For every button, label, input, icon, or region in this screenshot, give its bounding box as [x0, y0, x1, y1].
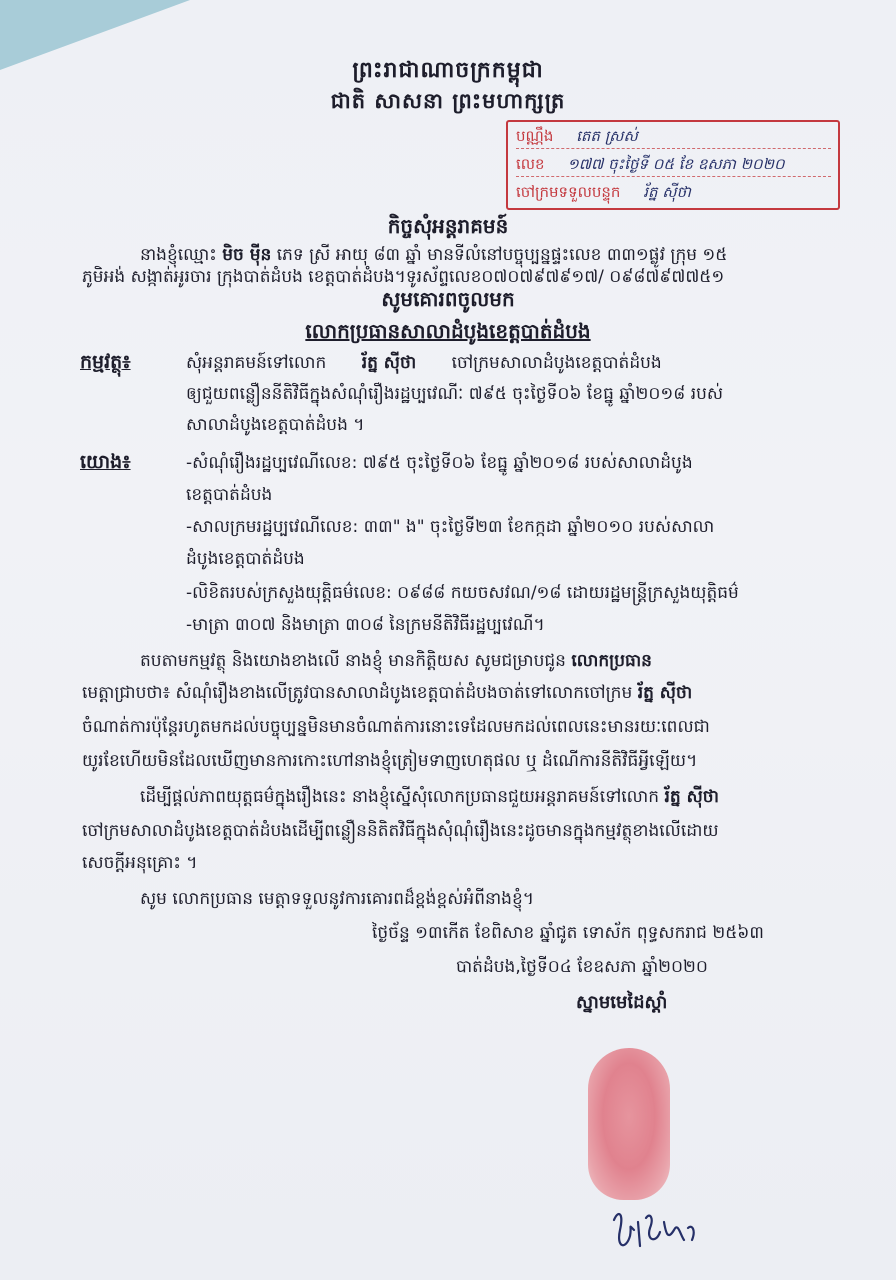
reference-item: -មាត្រា ៣០៧ និងមាត្រា ៣០៨ នៃក្រមនីតិវិធីរដ្ឋប្បវេណី។ — [186, 615, 545, 635]
intro-line-2: ភូមិអង់ សង្កាត់អូរចារ ក្រុងបាត់ដំបង ខេត្តបាត់ដំបង។ទូរស័ព្ទលេខ០៧០៧៩៧៩១៧/ ០៩៨៧៩៧៧៥១ — [82, 267, 725, 287]
body-text: តបតាមកម្មវត្ថុ និងយោងខាងលើ នាងខ្ញុំ មានកិត្តិយស សូមជម្រាបជូន — [140, 651, 566, 671]
addressee-greeting: សូមគោរពចូលមក — [381, 287, 515, 311]
lunar-date: ថ្ងៃច័ន្ទ ១៣កើត ខែពិសាខ ឆ្នាំជូត ទោស័ក ពុទ្ធសករាជ ២៥៦៣ — [372, 923, 764, 943]
body-p1-line-4: យូរខែហើយមិនដែលឃើញមានការកោះហៅនាងខ្ញុំត្រៀមទាញហេតុផល ឬ ដំណើការនីតិវិធីអ្វីឡើយ។ — [82, 751, 698, 771]
kingdom-header: ព្រះរាជាណាចក្រកម្ពុជា — [352, 58, 544, 83]
body-text: មេត្តាជ្រាបថា៖ សំណុំរឿងខាងលើត្រូវបានសាលាដំបូងខេត្តបាត់ដំបងចាត់ទៅលោកចៅក្រម — [82, 683, 633, 703]
stamp-label: លេខ — [516, 155, 545, 173]
stamp-label: ចៅក្រមទទួលបន្ទុក — [516, 183, 621, 201]
judge-name: រ័ត្ន ស៊ីថា — [361, 353, 417, 373]
judge-name: រ័ត្ន ស៊ីថា — [664, 787, 719, 807]
handwritten-signature — [604, 1200, 704, 1270]
stamp-row-number — [516, 152, 831, 177]
reference-item: ដំបូងខេត្តបាត់ដំបង — [186, 549, 305, 569]
stamp-handwritten-value: រ័ត្ន ស៊ីថា — [643, 183, 691, 201]
body-p1-line-3: ចំណាត់ការប៉ុន្តែរហូតមកដល់បច្ចុប្បន្នមិនមានចំណាត់ការនោះទេដែលមកដល់ពេលនេះមានរយៈពេលជា — [82, 717, 710, 737]
reference-item: ខេត្តបាត់ដំបង — [186, 485, 273, 505]
right-thumbprint-label: ស្នាមមេដៃស្តាំ — [576, 992, 668, 1013]
stamp-row-judge — [516, 180, 831, 204]
thumbprint-image — [588, 1048, 670, 1200]
applicant-name: មិច មុីន — [222, 245, 272, 265]
stamp-handwritten-value: ១៧៧ ចុះថ្ងៃទី ០៥ ខែ ឧសភា ២០២០ — [567, 155, 785, 173]
stamp-label: បណ្ណឹង — [516, 127, 554, 145]
body-p2-line-3: សេចក្តីអនុគ្រោះ ។ — [82, 853, 198, 873]
addressee-title: លោកប្រធានសាលាដំបូងខេត្តបាត់ដំបង — [305, 319, 591, 343]
subject-text: ចៅក្រមសាលាដំបូងខេត្តបាត់ដំបង — [451, 353, 662, 373]
subject-line-1 — [186, 352, 662, 377]
intro-text: នាងខ្ញុំឈ្មោះ — [140, 245, 217, 265]
subject-line-3: សាលាដំបូងខេត្តបាត់ដំបង ។ — [186, 415, 365, 435]
body-text: ដើម្បីផ្តល់ភាពយុត្តធម៌ក្នុងរឿងនេះ នាងខ្ញុំស្នើសុំលោកប្រធានជួយអន្តរាគមន៍ទៅលោក — [140, 787, 660, 807]
stamp-handwritten-value: តេត ស្រស់ — [576, 127, 638, 145]
solar-date: បាត់ដំបង,ថ្ងៃទី០៤ ខែឧសភា ឆ្នាំ២០២០ — [456, 957, 708, 977]
body-p2-line-2: ចៅក្រមសាលាដំបូងខេត្តបាត់ដំបងដើម្បីពន្លឿននិតិតវិធីក្នុងសុំណុំរឿងនេះដូចមានក្នុងកម្មវត្ថុខាងលើដោយ — [82, 821, 719, 841]
subject-label: កម្មវត្ថុ៖ — [80, 351, 131, 373]
reference-label: យោង៖ — [80, 451, 131, 473]
reference-item: -លិខិតរបស់ក្រសួងយុត្តិធម៌លេខ: ០៩៨៨ កយចសវណ/១៨ ដោយរដ្ឋមន្រ្តីក្រសួងយុត្តិធម៌ — [186, 583, 739, 603]
reference-item: -សាលក្រមរដ្ឋប្បវេណីលេខ: ៣៣" ង" ចុះថ្ងៃទី២៣ ខែកក្កដា ឆ្នាំ២០១០ របស់សាលា — [186, 517, 715, 537]
receipt-stamp — [506, 120, 840, 210]
intro-text: ភេទ ស្រី អាយុ ៨៣ ឆ្នាំ មានទីលំនៅបច្ចុប្បន្នផ្ទះលេខ ៣៣១ផ្លូវ ក្រុម ១៥ — [276, 245, 728, 265]
reference-item: -សំណុំរឿងរដ្ឋប្បវេណីលេខ: ៧៩៥ ចុះថ្ងៃទី០៦ ខែធ្នូ ឆ្នាំ២០១៨ របស់សាលាដំបូង — [186, 453, 693, 473]
addressee-name: លោកប្រធាន — [571, 651, 652, 671]
closing-line: សូម លោកប្រធាន មេត្តាទទួលនូវការគោរពដ៏ខ្ពង់ខ្ពស់អំពីនាងខ្ញុំ។ — [140, 889, 534, 909]
body-p1-line-2 — [82, 682, 692, 707]
subject-text: សុំអន្តរាគមន៍ទៅលោក — [186, 353, 327, 373]
judge-name: រ័ត្ន ស៊ីថា — [637, 683, 693, 703]
body-p2-line-1 — [140, 786, 719, 811]
body-p1-line-1 — [140, 650, 652, 675]
national-motto: ជាតិ សាសនា ព្រះមហាក្សត្រ — [330, 89, 566, 113]
document-title: កិច្ចសុំអន្តរាគមន៍ — [387, 214, 509, 238]
stamp-row-received — [516, 124, 831, 149]
subject-line-2: ឲ្យជួយពន្លឿននីតិវិធីក្នុងសំណុំរឿងរដ្ឋប្បវេណីៈ ៧៩៥ ចុះថ្ងៃទី០៦ ខែធ្នូ ឆ្នាំ២០១៨ របស់ — [186, 384, 724, 404]
